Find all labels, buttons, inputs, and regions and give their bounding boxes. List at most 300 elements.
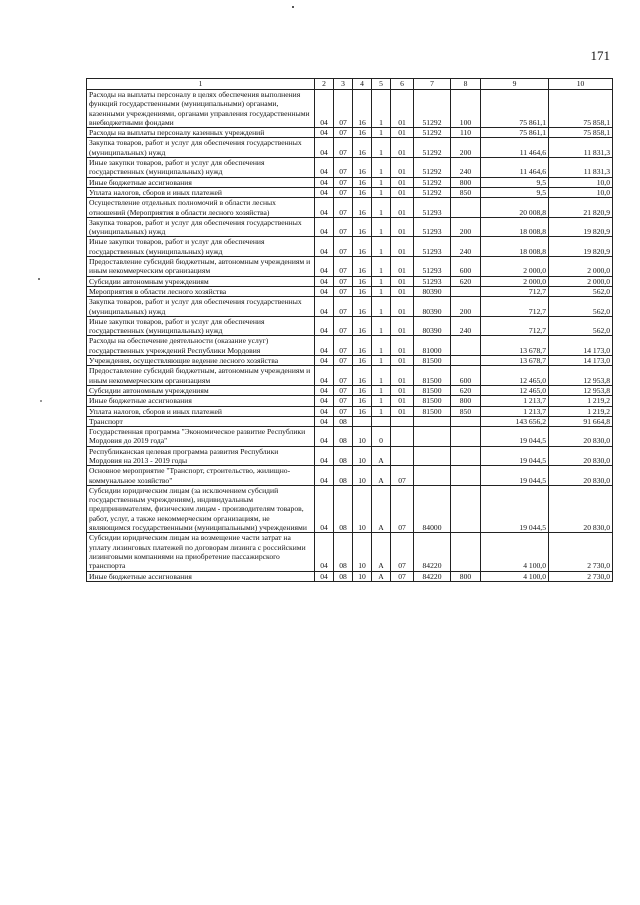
code-cell: 08 (334, 416, 353, 426)
code-cell: 01 (391, 138, 414, 158)
amount-cell: 11 831,3 (549, 138, 613, 158)
code-cell: 51293 (414, 217, 451, 237)
code-cell: 08 (334, 485, 353, 532)
scan-speck (38, 278, 40, 280)
code-cell: 07 (391, 571, 414, 581)
code-cell (451, 485, 481, 532)
code-cell: 51293 (414, 237, 451, 257)
code-cell: 07 (334, 366, 353, 386)
expense-name-cell: Субсидии автономным учреждениям (87, 276, 315, 286)
expense-name-cell: Уплата налогов, сборов и иных платежей (87, 406, 315, 416)
code-cell: 1 (372, 198, 391, 218)
code-cell: 16 (353, 158, 372, 178)
amount-cell: 1 219,2 (549, 406, 613, 416)
code-cell: 240 (451, 316, 481, 336)
expense-name-cell: Мероприятия в области лесного хозяйства (87, 286, 315, 296)
code-cell: 1 (372, 385, 391, 395)
expense-name-cell: Расходы на выплаты персоналу казенных учреждений (87, 128, 315, 138)
code-cell: 200 (451, 217, 481, 237)
code-cell (451, 416, 481, 426)
amount-cell: 19 820,9 (549, 217, 613, 237)
code-cell: 16 (353, 356, 372, 366)
code-cell: 01 (391, 237, 414, 257)
code-cell: 16 (353, 90, 372, 128)
amount-cell: 20 008,8 (481, 198, 549, 218)
table-row (87, 406, 613, 416)
code-cell: А (372, 446, 391, 466)
code-cell: 1 (372, 276, 391, 286)
code-cell: 240 (451, 237, 481, 257)
code-cell: 16 (353, 316, 372, 336)
code-cell: 600 (451, 366, 481, 386)
code-cell: 04 (315, 466, 334, 486)
code-cell: А (372, 533, 391, 571)
amount-cell: 19 044,5 (481, 446, 549, 466)
amount-cell: 1 213,7 (481, 396, 549, 406)
code-cell: 07 (334, 276, 353, 286)
table-row (87, 90, 613, 128)
amount-cell: 75 861,1 (481, 90, 549, 128)
amount-cell: 20 830,0 (549, 427, 613, 447)
code-cell: 04 (315, 187, 334, 197)
amount-cell: 12 465,0 (481, 385, 549, 395)
amount-cell: 2 000,0 (481, 276, 549, 286)
code-cell: 1 (372, 366, 391, 386)
amount-cell: 13 678,7 (481, 336, 549, 356)
code-cell: 07 (334, 316, 353, 336)
code-cell: 850 (451, 406, 481, 416)
code-cell: 1 (372, 316, 391, 336)
code-cell: 04 (315, 316, 334, 336)
expense-name-cell: Закупка товаров, работ и услуг для обеспечения государственных (муниципальных) нужд (87, 217, 315, 237)
table-row (87, 237, 613, 257)
code-cell: 08 (334, 466, 353, 486)
code-cell (451, 286, 481, 296)
table-row (87, 128, 613, 138)
table-row (87, 571, 613, 581)
code-cell: 16 (353, 198, 372, 218)
table-row (87, 286, 613, 296)
amount-cell: 2 000,0 (549, 276, 613, 286)
amount-cell: 2 000,0 (549, 257, 613, 277)
expense-name-cell: Предоставление субсидий бюджетным, автономным учреждениям и иным некоммерческим организациям (87, 366, 315, 386)
amount-cell: 712,7 (481, 316, 549, 336)
code-cell: 07 (334, 396, 353, 406)
code-cell: 01 (391, 396, 414, 406)
table-row (87, 466, 613, 486)
code-cell: 16 (353, 177, 372, 187)
column-header: 2 (315, 79, 334, 90)
code-cell: 07 (334, 128, 353, 138)
code-cell: 1 (372, 237, 391, 257)
code-cell: 07 (334, 257, 353, 277)
table-row (87, 533, 613, 571)
code-cell: 16 (353, 286, 372, 296)
amount-cell: 9,5 (481, 177, 549, 187)
table-row (87, 198, 613, 218)
code-cell: 51292 (414, 90, 451, 128)
code-cell: 100 (451, 90, 481, 128)
expense-name-cell: Иные бюджетные ассигнования (87, 177, 315, 187)
code-cell: 04 (315, 158, 334, 178)
code-cell: 04 (315, 385, 334, 395)
code-cell: 04 (315, 237, 334, 257)
code-cell: 08 (334, 571, 353, 581)
amount-cell: 4 100,0 (481, 571, 549, 581)
code-cell: 04 (315, 416, 334, 426)
amount-cell: 75 858,1 (549, 128, 613, 138)
code-cell: 01 (391, 297, 414, 317)
code-cell: 10 (353, 485, 372, 532)
code-cell: 1 (372, 138, 391, 158)
code-cell: 16 (353, 128, 372, 138)
code-cell: 84220 (414, 571, 451, 581)
code-cell: 1 (372, 286, 391, 296)
amount-cell: 14 173,0 (549, 356, 613, 366)
amount-cell: 11 464,6 (481, 138, 549, 158)
column-header: 9 (481, 79, 549, 90)
code-cell: 08 (334, 533, 353, 571)
code-cell: 80390 (414, 286, 451, 296)
code-cell: 1 (372, 187, 391, 197)
code-cell: 04 (315, 427, 334, 447)
code-cell: 04 (315, 257, 334, 277)
code-cell: 200 (451, 138, 481, 158)
amount-cell: 4 100,0 (481, 533, 549, 571)
code-cell: 51292 (414, 177, 451, 187)
code-cell: 200 (451, 297, 481, 317)
code-cell: 07 (334, 385, 353, 395)
code-cell: 07 (334, 138, 353, 158)
expense-name-cell: Субсидии юридическим лицам (за исключением субсидий государственным учреждениям), индивидуальным предпринимателям, физическим лицам - производителям товаров, работ, услуг, а также некоммерческим организациям, не являющимся государственными (муниципальными) учреждениями (87, 485, 315, 532)
amount-cell: 18 008,8 (481, 237, 549, 257)
code-cell (414, 466, 451, 486)
amount-cell: 19 044,5 (481, 485, 549, 532)
code-cell: 16 (353, 217, 372, 237)
code-cell: 01 (391, 217, 414, 237)
table-row (87, 446, 613, 466)
amount-cell: 20 830,0 (549, 466, 613, 486)
code-cell: 800 (451, 571, 481, 581)
amount-cell: 91 664,8 (549, 416, 613, 426)
code-cell: 1 (372, 217, 391, 237)
code-cell (391, 446, 414, 466)
code-cell: 16 (353, 237, 372, 257)
amount-cell: 2 000,0 (481, 257, 549, 277)
code-cell: 04 (315, 177, 334, 187)
code-cell: 01 (391, 187, 414, 197)
column-header: 8 (451, 79, 481, 90)
code-cell: 01 (391, 276, 414, 286)
code-cell: 04 (315, 217, 334, 237)
code-cell: 1 (372, 257, 391, 277)
code-cell (372, 416, 391, 426)
amount-cell: 562,0 (549, 297, 613, 317)
code-cell: 04 (315, 396, 334, 406)
code-cell: 16 (353, 336, 372, 356)
expense-name-cell: Закупка товаров, работ и услуг для обеспечения государственных (муниципальных) нужд (87, 138, 315, 158)
code-cell: 01 (391, 336, 414, 356)
code-cell: 800 (451, 177, 481, 187)
expense-name-cell: Иные закупки товаров, работ и услуг для обеспечения государственных (муниципальных) нужд (87, 316, 315, 336)
code-cell: 01 (391, 198, 414, 218)
table-row (87, 416, 613, 426)
code-cell: 110 (451, 128, 481, 138)
code-cell: 16 (353, 276, 372, 286)
code-cell (414, 446, 451, 466)
code-cell: 1 (372, 90, 391, 128)
amount-cell: 10,0 (549, 177, 613, 187)
code-cell: 800 (451, 396, 481, 406)
code-cell: 80390 (414, 316, 451, 336)
code-cell: 04 (315, 533, 334, 571)
expense-name-cell: Государственная программа "Экономическое развитие Республики Мордовия до 2019 года" (87, 427, 315, 447)
code-cell: 04 (315, 446, 334, 466)
code-cell: 81500 (414, 366, 451, 386)
code-cell: 04 (315, 406, 334, 416)
expense-name-cell: Основное мероприятие "Транспорт, строительство, жилищно-коммунальное хозяйство" (87, 466, 315, 486)
amount-cell: 11 831,3 (549, 158, 613, 178)
code-cell: 07 (391, 533, 414, 571)
code-cell: 16 (353, 406, 372, 416)
code-cell: 07 (334, 336, 353, 356)
amount-cell: 10,0 (549, 187, 613, 197)
code-cell (451, 336, 481, 356)
expense-name-cell: Субсидии юридическим лицам на возмещение части затрат на уплату лизинговых платежей по договорам лизинга с российскими лизинговыми компаниями на приобретение пассажирского транспорта (87, 533, 315, 571)
code-cell: 07 (334, 356, 353, 366)
code-cell: 51293 (414, 257, 451, 277)
table-row (87, 396, 613, 406)
amount-cell: 19 044,5 (481, 466, 549, 486)
code-cell: 01 (391, 385, 414, 395)
code-cell: 07 (334, 297, 353, 317)
code-cell: 850 (451, 187, 481, 197)
amount-cell: 18 008,8 (481, 217, 549, 237)
code-cell (353, 416, 372, 426)
table-row (87, 158, 613, 178)
code-cell: 07 (334, 177, 353, 187)
code-cell: 04 (315, 198, 334, 218)
code-cell: 08 (334, 446, 353, 466)
code-cell: 04 (315, 571, 334, 581)
code-cell: 07 (391, 466, 414, 486)
code-cell: 1 (372, 297, 391, 317)
code-cell: 07 (334, 90, 353, 128)
code-cell: 10 (353, 427, 372, 447)
code-cell (391, 427, 414, 447)
code-cell: 81500 (414, 356, 451, 366)
expense-name-cell: Уплата налогов, сборов и иных платежей (87, 187, 315, 197)
code-cell: 1 (372, 396, 391, 406)
amount-cell: 562,0 (549, 286, 613, 296)
code-cell: 07 (391, 485, 414, 532)
code-cell (391, 416, 414, 426)
amount-cell: 21 820,9 (549, 198, 613, 218)
code-cell: 04 (315, 336, 334, 356)
table-header-row (87, 79, 613, 90)
code-cell: 51292 (414, 158, 451, 178)
column-header: 4 (353, 79, 372, 90)
code-cell: 01 (391, 316, 414, 336)
code-cell: 04 (315, 128, 334, 138)
scan-speck (292, 6, 294, 8)
amount-cell: 75 858,1 (549, 90, 613, 128)
amount-cell: 20 830,0 (549, 446, 613, 466)
code-cell: 04 (315, 138, 334, 158)
expense-name-cell: Субсидии автономным учреждениям (87, 385, 315, 395)
table-row (87, 336, 613, 356)
code-cell: 07 (334, 217, 353, 237)
code-cell: 04 (315, 286, 334, 296)
expense-name-cell: Иные закупки товаров, работ и услуг для обеспечения государственных (муниципальных) нужд (87, 158, 315, 178)
code-cell: 07 (334, 187, 353, 197)
code-cell: 51292 (414, 128, 451, 138)
code-cell: 51292 (414, 187, 451, 197)
table-row (87, 316, 613, 336)
table-row (87, 177, 613, 187)
amount-cell: 712,7 (481, 286, 549, 296)
amount-cell: 75 861,1 (481, 128, 549, 138)
code-cell: 16 (353, 385, 372, 395)
amount-cell: 13 678,7 (481, 356, 549, 366)
code-cell: 1 (372, 336, 391, 356)
amount-cell: 12 953,8 (549, 366, 613, 386)
column-header: 1 (87, 79, 315, 90)
table-row (87, 276, 613, 286)
amount-cell: 712,7 (481, 297, 549, 317)
budget-table (86, 78, 613, 582)
code-cell: 81000 (414, 336, 451, 356)
expense-name-cell: Предоставление субсидий бюджетным, автономным учреждениям и иным некоммерческим организациям (87, 257, 315, 277)
column-header: 10 (549, 79, 613, 90)
code-cell: 01 (391, 356, 414, 366)
amount-cell: 12 465,0 (481, 366, 549, 386)
code-cell: 04 (315, 485, 334, 532)
code-cell: 07 (334, 198, 353, 218)
code-cell: 1 (372, 406, 391, 416)
code-cell: 620 (451, 276, 481, 286)
code-cell: 01 (391, 128, 414, 138)
code-cell: 10 (353, 533, 372, 571)
table-row (87, 138, 613, 158)
code-cell: 08 (334, 427, 353, 447)
code-cell: 01 (391, 158, 414, 178)
code-cell: 01 (391, 286, 414, 296)
code-cell: 10 (353, 446, 372, 466)
code-cell: 51293 (414, 198, 451, 218)
code-cell: 51293 (414, 276, 451, 286)
table-row (87, 217, 613, 237)
column-header: 7 (414, 79, 451, 90)
code-cell: 01 (391, 366, 414, 386)
expense-name-cell: Расходы на выплаты персоналу в целях обеспечения выполнения функций государственными (муниципальными) органами, казенными учреждениями, органами управления государственными внебюджетными фондами (87, 90, 315, 128)
table-row (87, 427, 613, 447)
amount-cell: 19 044,5 (481, 427, 549, 447)
code-cell: 10 (353, 466, 372, 486)
table-row (87, 297, 613, 317)
code-cell: 16 (353, 138, 372, 158)
code-cell: 80390 (414, 297, 451, 317)
expense-name-cell: Закупка товаров, работ и услуг для обеспечения государственных (муниципальных) нужд (87, 297, 315, 317)
code-cell (414, 416, 451, 426)
page-number: 171 (590, 48, 610, 63)
code-cell (451, 466, 481, 486)
code-cell: 240 (451, 158, 481, 178)
code-cell: 16 (353, 396, 372, 406)
table-row (87, 366, 613, 386)
table-row (87, 257, 613, 277)
code-cell: 620 (451, 385, 481, 395)
code-cell: 600 (451, 257, 481, 277)
code-cell: 1 (372, 356, 391, 366)
code-cell: 07 (334, 237, 353, 257)
code-cell (451, 533, 481, 571)
code-cell: 16 (353, 297, 372, 317)
amount-cell: 2 730,0 (549, 571, 613, 581)
amount-cell: 20 830,0 (549, 485, 613, 532)
code-cell: 01 (391, 177, 414, 187)
table-row (87, 356, 613, 366)
code-cell: 0 (372, 427, 391, 447)
table-row (87, 485, 613, 532)
expense-name-cell: Иные бюджетные ассигнования (87, 396, 315, 406)
code-cell: 16 (353, 187, 372, 197)
amount-cell: 1 213,7 (481, 406, 549, 416)
amount-cell: 562,0 (549, 316, 613, 336)
code-cell: 07 (334, 158, 353, 178)
column-header: 3 (334, 79, 353, 90)
code-cell: 01 (391, 90, 414, 128)
code-cell: 51292 (414, 138, 451, 158)
table-row (87, 385, 613, 395)
code-cell: 01 (391, 257, 414, 277)
expense-name-cell: Расходы на обеспечение деятельности (оказание услуг) государственных учреждений Республики Мордовия (87, 336, 315, 356)
code-cell: 81500 (414, 396, 451, 406)
amount-cell: 14 173,0 (549, 336, 613, 356)
code-cell (451, 427, 481, 447)
code-cell: 16 (353, 366, 372, 386)
column-header: 6 (391, 79, 414, 90)
code-cell: 04 (315, 356, 334, 366)
expense-name-cell: Иные бюджетные ассигнования (87, 571, 315, 581)
expense-name-cell: Транспорт (87, 416, 315, 426)
code-cell: 07 (334, 286, 353, 296)
amount-cell: 2 730,0 (549, 533, 613, 571)
code-cell: 04 (315, 297, 334, 317)
code-cell: 10 (353, 571, 372, 581)
amount-cell: 19 820,9 (549, 237, 613, 257)
expense-name-cell: Республиканская целевая программа развития Республики Мордовия на 2013 - 2019 годы (87, 446, 315, 466)
amount-cell: 11 464,6 (481, 158, 549, 178)
code-cell (451, 198, 481, 218)
code-cell: 16 (353, 257, 372, 277)
code-cell: 04 (315, 276, 334, 286)
code-cell: А (372, 485, 391, 532)
code-cell: 04 (315, 366, 334, 386)
scan-speck (40, 400, 42, 402)
amount-cell: 9,5 (481, 187, 549, 197)
table-row (87, 187, 613, 197)
amount-cell: 1 219,2 (549, 396, 613, 406)
amount-cell: 143 656,2 (481, 416, 549, 426)
code-cell: А (372, 466, 391, 486)
code-cell (414, 427, 451, 447)
code-cell (451, 446, 481, 466)
expense-name-cell: Иные закупки товаров, работ и услуг для обеспечения государственных (муниципальных) нужд (87, 237, 315, 257)
code-cell: 84000 (414, 485, 451, 532)
code-cell: 1 (372, 177, 391, 187)
code-cell: 04 (315, 90, 334, 128)
